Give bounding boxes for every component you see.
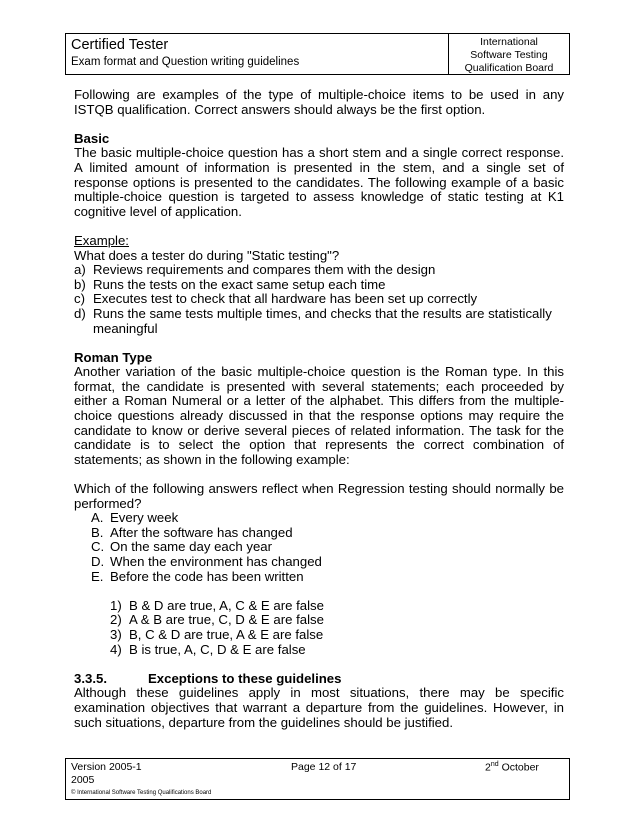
footer-copyright: © International Software Testing Qualifications Board <box>71 790 212 796</box>
version-year: 2005 <box>71 774 95 786</box>
statement-marker: B. <box>91 524 104 540</box>
statement-marker: E. <box>91 568 104 584</box>
answer-text: B, C & D are true, A & E are false <box>129 626 324 642</box>
statement-text: Before the code has been written <box>110 568 304 584</box>
roman-answer <box>74 599 564 614</box>
roman-answer <box>74 613 564 628</box>
answer-marker: 4) <box>110 641 122 657</box>
roman-statement <box>74 555 564 570</box>
statement-text: When the environment has changed <box>110 554 322 569</box>
roman-answer <box>74 628 564 643</box>
roman-question: Which of the following answers reflect when Regression testing should normally be performed? <box>74 481 564 511</box>
statement-text: On the same day each year <box>110 539 273 555</box>
date-day: 2 <box>485 761 491 774</box>
basic-heading: Basic <box>74 130 110 146</box>
date-suffix: nd <box>490 761 499 768</box>
option-marker: d) <box>74 305 86 321</box>
org-line-2: Software Testing <box>470 49 548 61</box>
page-footer <box>65 758 570 800</box>
statement-marker: C. <box>91 539 105 555</box>
option-marker: a) <box>74 262 86 278</box>
roman-statement <box>74 570 564 585</box>
roman-answer <box>74 643 564 658</box>
basic-option <box>74 263 564 278</box>
statement-marker: D. <box>91 554 105 569</box>
option-text: Runs the same tests multiple times, and checks that the results are statistically meaningful <box>93 305 552 336</box>
answer-text: A & B are true, C, D & E are false <box>129 612 324 628</box>
org-line-1: International <box>480 36 538 48</box>
date-month: October <box>501 761 539 774</box>
roman-paragraph: Another variation of the basic multiple-choice question is the Roman type. In this format, the candidate is presented with several statements; each proceeded by either a Roman Numeral or a letter of the alphabet. This differs from the multiple-choice questions already discussed in that the response options may require the candidate to know or derive several pieces of related information. The task for the candidate is to select the option that represents the correct combination of statements; as shown in the following example: <box>74 364 564 467</box>
roman-heading: Roman Type <box>74 349 153 365</box>
roman-statement <box>74 511 564 526</box>
exceptions-heading <box>74 672 564 687</box>
statement-text: After the software has changed <box>110 524 293 540</box>
example-label: Example: <box>74 232 129 248</box>
page-header <box>65 33 570 75</box>
footer-page-number: Page 12 of 17 <box>291 761 357 773</box>
option-marker: c) <box>74 291 85 307</box>
version-text: Version 2005-1 <box>71 761 142 773</box>
header-title-cell <box>66 34 448 74</box>
answer-marker: 3) <box>110 626 122 642</box>
basic-question: What does a tester do during "Static testing"? <box>74 247 340 263</box>
statement-marker: A. <box>91 510 104 526</box>
basic-option <box>74 292 564 307</box>
roman-statement <box>74 526 564 541</box>
option-text: Reviews requirements and compares them with the design <box>93 262 436 278</box>
answer-text: B & D are true, A, C & E are false <box>129 597 324 613</box>
option-text: Runs the tests on the exact same setup each time <box>93 276 386 292</box>
exceptions-paragraph: Although these guidelines apply in most situations, there may be specific examination objectives that warrant a departure from the guidelines. However, in such situations, departure from the guidelines should be justified. <box>74 685 564 730</box>
footer-version <box>71 761 151 787</box>
option-text: Executes test to check that all hardware has been set up correctly <box>93 291 478 307</box>
statement-text: Every week <box>110 510 179 526</box>
org-line-3: Qualification Board <box>464 62 554 74</box>
roman-statement <box>74 540 564 555</box>
footer-date <box>485 761 539 774</box>
intro-paragraph: Following are examples of the type of multiple-choice items to be used in any ISTQB qualification. Correct answers should always be the first option. <box>74 87 564 117</box>
basic-option <box>74 307 564 336</box>
section-number: 3.3.5. <box>74 670 107 686</box>
answer-marker: 2) <box>110 612 122 628</box>
header-title: Certified Tester <box>71 37 169 53</box>
basic-option <box>74 278 564 293</box>
header-org-cell <box>448 34 569 74</box>
section-title: Exceptions to these guidelines <box>148 670 342 686</box>
basic-paragraph: The basic multiple-choice question has a short stem and a single correct response. A limited amount of information is presented in the stem, and a single set of response options is presented to the candidates. The following example of a basic multiple-choice question is targeted to assess knowledge of static testing at K1 cognitive level of application. <box>74 145 564 219</box>
answer-text: B is true, A, C, D & E are false <box>129 641 306 657</box>
option-marker: b) <box>74 276 86 292</box>
answer-marker: 1) <box>110 597 122 613</box>
header-subtitle: Exam format and Question writing guidelines <box>71 56 300 68</box>
document-body <box>74 88 564 730</box>
